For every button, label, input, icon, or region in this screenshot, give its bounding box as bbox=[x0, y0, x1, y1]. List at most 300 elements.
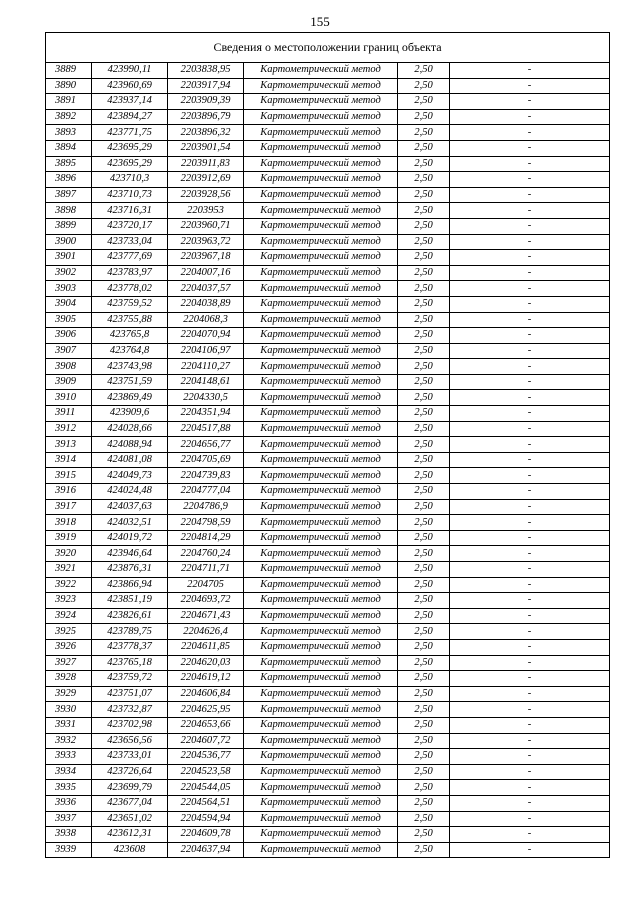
coord-x: 423710,3 bbox=[92, 172, 168, 188]
method: Картометрический метод bbox=[244, 359, 398, 375]
note: - bbox=[450, 468, 610, 484]
accuracy: 2,50 bbox=[398, 795, 450, 811]
point-number: 3929 bbox=[46, 686, 92, 702]
point-number: 3926 bbox=[46, 639, 92, 655]
point-number: 3928 bbox=[46, 671, 92, 687]
coord-y: 2203928,56 bbox=[168, 187, 244, 203]
method: Картометрический метод bbox=[244, 203, 398, 219]
method: Картометрический метод bbox=[244, 109, 398, 125]
coord-x: 423960,69 bbox=[92, 78, 168, 94]
method: Картометрический метод bbox=[244, 639, 398, 655]
note: - bbox=[450, 577, 610, 593]
coord-y: 2204609,78 bbox=[168, 827, 244, 843]
coord-y: 2204007,16 bbox=[168, 265, 244, 281]
table-row bbox=[46, 655, 610, 671]
method: Картометрический метод bbox=[244, 749, 398, 765]
note: - bbox=[450, 359, 610, 375]
coord-x: 424049,73 bbox=[92, 468, 168, 484]
point-number: 3925 bbox=[46, 624, 92, 640]
note: - bbox=[450, 218, 610, 234]
accuracy: 2,50 bbox=[398, 671, 450, 687]
method: Картометрический метод bbox=[244, 281, 398, 297]
coord-x: 423726,64 bbox=[92, 764, 168, 780]
note: - bbox=[450, 749, 610, 765]
coord-y: 2204037,57 bbox=[168, 281, 244, 297]
method: Картометрический метод bbox=[244, 140, 398, 156]
note: - bbox=[450, 374, 610, 390]
table-row bbox=[46, 343, 610, 359]
note: - bbox=[450, 780, 610, 796]
coord-x: 423608 bbox=[92, 842, 168, 858]
point-number: 3895 bbox=[46, 156, 92, 172]
accuracy: 2,50 bbox=[398, 109, 450, 125]
method: Картометрический метод bbox=[244, 328, 398, 344]
method: Картометрический метод bbox=[244, 608, 398, 624]
point-number: 3938 bbox=[46, 827, 92, 843]
coord-x: 423946,64 bbox=[92, 546, 168, 562]
table-row bbox=[46, 63, 610, 79]
accuracy: 2,50 bbox=[398, 639, 450, 655]
method: Картометрический метод bbox=[244, 499, 398, 515]
coord-y: 2204106,97 bbox=[168, 343, 244, 359]
coord-y: 2204620,03 bbox=[168, 655, 244, 671]
method: Картометрический метод bbox=[244, 172, 398, 188]
note: - bbox=[450, 608, 610, 624]
table-row bbox=[46, 499, 610, 515]
note: - bbox=[450, 452, 610, 468]
accuracy: 2,50 bbox=[398, 218, 450, 234]
accuracy: 2,50 bbox=[398, 593, 450, 609]
point-number: 3921 bbox=[46, 562, 92, 578]
table-row bbox=[46, 639, 610, 655]
point-number: 3902 bbox=[46, 265, 92, 281]
accuracy: 2,50 bbox=[398, 156, 450, 172]
coord-y: 2204711,71 bbox=[168, 562, 244, 578]
note: - bbox=[450, 78, 610, 94]
method: Картометрический метод bbox=[244, 686, 398, 702]
point-number: 3931 bbox=[46, 717, 92, 733]
table-row bbox=[46, 374, 610, 390]
table-row bbox=[46, 109, 610, 125]
note: - bbox=[450, 811, 610, 827]
coord-y: 2204798,59 bbox=[168, 515, 244, 531]
accuracy: 2,50 bbox=[398, 78, 450, 94]
accuracy: 2,50 bbox=[398, 499, 450, 515]
point-number: 3920 bbox=[46, 546, 92, 562]
method: Картометрический метод bbox=[244, 717, 398, 733]
note: - bbox=[450, 296, 610, 312]
note: - bbox=[450, 515, 610, 531]
table-row bbox=[46, 795, 610, 811]
note: - bbox=[450, 94, 610, 110]
table-row bbox=[46, 421, 610, 437]
note: - bbox=[450, 827, 610, 843]
coord-x: 423759,52 bbox=[92, 296, 168, 312]
point-number: 3936 bbox=[46, 795, 92, 811]
note: - bbox=[450, 421, 610, 437]
point-number: 3924 bbox=[46, 608, 92, 624]
table-row bbox=[46, 842, 610, 858]
coord-y: 2203967,18 bbox=[168, 250, 244, 266]
method: Картометрический метод bbox=[244, 250, 398, 266]
coord-x: 423732,87 bbox=[92, 702, 168, 718]
point-number: 3903 bbox=[46, 281, 92, 297]
point-number: 3891 bbox=[46, 94, 92, 110]
coord-x: 423677,04 bbox=[92, 795, 168, 811]
coord-y: 2204626,4 bbox=[168, 624, 244, 640]
coord-y: 2204814,29 bbox=[168, 530, 244, 546]
accuracy: 2,50 bbox=[398, 374, 450, 390]
coord-x: 424032,51 bbox=[92, 515, 168, 531]
coord-y: 2204068,3 bbox=[168, 312, 244, 328]
note: - bbox=[450, 343, 610, 359]
note: - bbox=[450, 733, 610, 749]
note: - bbox=[450, 63, 610, 79]
table-row bbox=[46, 608, 610, 624]
accuracy: 2,50 bbox=[398, 811, 450, 827]
table-row bbox=[46, 437, 610, 453]
coord-y: 2204693,72 bbox=[168, 593, 244, 609]
method: Картометрический метод bbox=[244, 671, 398, 687]
page-number: 155 bbox=[310, 14, 330, 29]
accuracy: 2,50 bbox=[398, 203, 450, 219]
point-number: 3906 bbox=[46, 328, 92, 344]
coord-y: 2204777,04 bbox=[168, 484, 244, 500]
note: - bbox=[450, 406, 610, 422]
coord-y: 2204517,88 bbox=[168, 421, 244, 437]
table-row bbox=[46, 250, 610, 266]
method: Картометрический метод bbox=[244, 780, 398, 796]
accuracy: 2,50 bbox=[398, 842, 450, 858]
table-row bbox=[46, 390, 610, 406]
table-row bbox=[46, 717, 610, 733]
table-row bbox=[46, 827, 610, 843]
coord-y: 2203960,71 bbox=[168, 218, 244, 234]
table-row bbox=[46, 764, 610, 780]
note: - bbox=[450, 639, 610, 655]
coord-x: 423702,98 bbox=[92, 717, 168, 733]
note: - bbox=[450, 140, 610, 156]
coord-x: 423778,37 bbox=[92, 639, 168, 655]
point-number: 3933 bbox=[46, 749, 92, 765]
note: - bbox=[450, 764, 610, 780]
point-number: 3900 bbox=[46, 234, 92, 250]
point-number: 3913 bbox=[46, 437, 92, 453]
coord-x: 423869,49 bbox=[92, 390, 168, 406]
coord-x: 424024,48 bbox=[92, 484, 168, 500]
point-number: 3890 bbox=[46, 78, 92, 94]
table-row bbox=[46, 328, 610, 344]
method: Картометрический метод bbox=[244, 827, 398, 843]
accuracy: 2,50 bbox=[398, 452, 450, 468]
point-number: 3901 bbox=[46, 250, 92, 266]
coord-y: 2203911,83 bbox=[168, 156, 244, 172]
method: Картометрический метод bbox=[244, 795, 398, 811]
table-row bbox=[46, 296, 610, 312]
accuracy: 2,50 bbox=[398, 530, 450, 546]
coord-x: 423894,27 bbox=[92, 109, 168, 125]
point-number: 3896 bbox=[46, 172, 92, 188]
point-number: 3919 bbox=[46, 530, 92, 546]
accuracy: 2,50 bbox=[398, 733, 450, 749]
coord-x: 423937,14 bbox=[92, 94, 168, 110]
coord-x: 423759,72 bbox=[92, 671, 168, 687]
note: - bbox=[450, 686, 610, 702]
coord-x: 423909,6 bbox=[92, 406, 168, 422]
coord-y: 2204625,95 bbox=[168, 702, 244, 718]
method: Картометрический метод bbox=[244, 406, 398, 422]
table-row bbox=[46, 624, 610, 640]
point-number: 3894 bbox=[46, 140, 92, 156]
table-row bbox=[46, 593, 610, 609]
coord-y: 2204523,58 bbox=[168, 764, 244, 780]
method: Картометрический метод bbox=[244, 63, 398, 79]
coord-y: 2204564,51 bbox=[168, 795, 244, 811]
accuracy: 2,50 bbox=[398, 265, 450, 281]
note: - bbox=[450, 717, 610, 733]
coord-y: 2204606,84 bbox=[168, 686, 244, 702]
table-row bbox=[46, 546, 610, 562]
accuracy: 2,50 bbox=[398, 421, 450, 437]
table-row bbox=[46, 780, 610, 796]
point-number: 3908 bbox=[46, 359, 92, 375]
table-row bbox=[46, 203, 610, 219]
note: - bbox=[450, 203, 610, 219]
method: Картометрический метод bbox=[244, 733, 398, 749]
table-row bbox=[46, 452, 610, 468]
table-row bbox=[46, 733, 610, 749]
accuracy: 2,50 bbox=[398, 468, 450, 484]
coord-y: 2204739,83 bbox=[168, 468, 244, 484]
table-row bbox=[46, 172, 610, 188]
method: Картометрический метод bbox=[244, 343, 398, 359]
point-number: 3912 bbox=[46, 421, 92, 437]
accuracy: 2,50 bbox=[398, 140, 450, 156]
coord-x: 423866,94 bbox=[92, 577, 168, 593]
coord-y: 2204330,5 bbox=[168, 390, 244, 406]
point-number: 3922 bbox=[46, 577, 92, 593]
coord-y: 2204070,94 bbox=[168, 328, 244, 344]
coord-y: 2204705,69 bbox=[168, 452, 244, 468]
coord-y: 2203901,54 bbox=[168, 140, 244, 156]
point-number: 3904 bbox=[46, 296, 92, 312]
point-number: 3935 bbox=[46, 780, 92, 796]
table-row bbox=[46, 359, 610, 375]
accuracy: 2,50 bbox=[398, 172, 450, 188]
table-row bbox=[46, 484, 610, 500]
point-number: 3899 bbox=[46, 218, 92, 234]
point-number: 3930 bbox=[46, 702, 92, 718]
point-number: 3932 bbox=[46, 733, 92, 749]
note: - bbox=[450, 265, 610, 281]
point-number: 3907 bbox=[46, 343, 92, 359]
point-number: 3893 bbox=[46, 125, 92, 141]
accuracy: 2,50 bbox=[398, 406, 450, 422]
coord-y: 2203838,95 bbox=[168, 63, 244, 79]
accuracy: 2,50 bbox=[398, 296, 450, 312]
coord-x: 423751,59 bbox=[92, 374, 168, 390]
accuracy: 2,50 bbox=[398, 390, 450, 406]
method: Картометрический метод bbox=[244, 296, 398, 312]
coord-x: 423876,31 bbox=[92, 562, 168, 578]
coord-x: 423751,07 bbox=[92, 686, 168, 702]
method: Картометрический метод bbox=[244, 78, 398, 94]
method: Картометрический метод bbox=[244, 842, 398, 858]
note: - bbox=[450, 530, 610, 546]
method: Картометрический метод bbox=[244, 530, 398, 546]
accuracy: 2,50 bbox=[398, 780, 450, 796]
table-row bbox=[46, 265, 610, 281]
accuracy: 2,50 bbox=[398, 827, 450, 843]
table-title-row bbox=[46, 33, 610, 63]
note: - bbox=[450, 562, 610, 578]
method: Картометрический метод bbox=[244, 374, 398, 390]
method: Картометрический метод bbox=[244, 156, 398, 172]
method: Картометрический метод bbox=[244, 390, 398, 406]
method: Картометрический метод bbox=[244, 125, 398, 141]
table-row bbox=[46, 312, 610, 328]
coord-y: 2203912,69 bbox=[168, 172, 244, 188]
note: - bbox=[450, 109, 610, 125]
coord-y: 2203896,79 bbox=[168, 109, 244, 125]
table-row bbox=[46, 749, 610, 765]
method: Картометрический метод bbox=[244, 468, 398, 484]
table-row bbox=[46, 686, 610, 702]
coord-x: 423755,88 bbox=[92, 312, 168, 328]
note: - bbox=[450, 328, 610, 344]
point-number: 3897 bbox=[46, 187, 92, 203]
coord-y: 2204656,77 bbox=[168, 437, 244, 453]
method: Картометрический метод bbox=[244, 452, 398, 468]
coord-y: 2204671,43 bbox=[168, 608, 244, 624]
coord-y: 2204705 bbox=[168, 577, 244, 593]
coord-x: 423778,02 bbox=[92, 281, 168, 297]
coord-x: 423743,98 bbox=[92, 359, 168, 375]
table-row bbox=[46, 281, 610, 297]
note: - bbox=[450, 437, 610, 453]
table-row bbox=[46, 406, 610, 422]
method: Картометрический метод bbox=[244, 312, 398, 328]
note: - bbox=[450, 655, 610, 671]
coord-x: 423765,8 bbox=[92, 328, 168, 344]
accuracy: 2,50 bbox=[398, 624, 450, 640]
accuracy: 2,50 bbox=[398, 702, 450, 718]
accuracy: 2,50 bbox=[398, 562, 450, 578]
method: Картометрический метод bbox=[244, 562, 398, 578]
point-number: 3934 bbox=[46, 764, 92, 780]
table-row bbox=[46, 515, 610, 531]
note: - bbox=[450, 390, 610, 406]
coord-x: 423651,02 bbox=[92, 811, 168, 827]
coord-x: 424088,94 bbox=[92, 437, 168, 453]
point-number: 3889 bbox=[46, 63, 92, 79]
point-number: 3923 bbox=[46, 593, 92, 609]
point-number: 3916 bbox=[46, 484, 92, 500]
point-number: 3918 bbox=[46, 515, 92, 531]
accuracy: 2,50 bbox=[398, 749, 450, 765]
method: Картометрический метод bbox=[244, 811, 398, 827]
coord-x: 423710,73 bbox=[92, 187, 168, 203]
method: Картометрический метод bbox=[244, 218, 398, 234]
coord-x: 424081,08 bbox=[92, 452, 168, 468]
table-row bbox=[46, 78, 610, 94]
note: - bbox=[450, 172, 610, 188]
method: Картометрический метод bbox=[244, 577, 398, 593]
accuracy: 2,50 bbox=[398, 328, 450, 344]
coord-x: 423656,56 bbox=[92, 733, 168, 749]
coord-x: 423783,97 bbox=[92, 265, 168, 281]
method: Картометрический метод bbox=[244, 265, 398, 281]
accuracy: 2,50 bbox=[398, 608, 450, 624]
note: - bbox=[450, 671, 610, 687]
method: Картометрический метод bbox=[244, 702, 398, 718]
coord-y: 2203896,32 bbox=[168, 125, 244, 141]
coord-x: 423695,29 bbox=[92, 140, 168, 156]
accuracy: 2,50 bbox=[398, 187, 450, 203]
table-title: Сведения о местоположении границ объекта bbox=[46, 33, 610, 63]
accuracy: 2,50 bbox=[398, 125, 450, 141]
method: Картометрический метод bbox=[244, 437, 398, 453]
note: - bbox=[450, 250, 610, 266]
point-number: 3911 bbox=[46, 406, 92, 422]
point-number: 3914 bbox=[46, 452, 92, 468]
point-number: 3905 bbox=[46, 312, 92, 328]
method: Картометрический метод bbox=[244, 484, 398, 500]
coord-x: 423695,29 bbox=[92, 156, 168, 172]
coord-x: 423777,69 bbox=[92, 250, 168, 266]
coord-y: 2204786,9 bbox=[168, 499, 244, 515]
table-row bbox=[46, 577, 610, 593]
table-row bbox=[46, 156, 610, 172]
coord-x: 423765,18 bbox=[92, 655, 168, 671]
point-number: 3915 bbox=[46, 468, 92, 484]
coord-x: 423990,11 bbox=[92, 63, 168, 79]
coord-y: 2203963,72 bbox=[168, 234, 244, 250]
coord-y: 2204110,27 bbox=[168, 359, 244, 375]
accuracy: 2,50 bbox=[398, 312, 450, 328]
table-row bbox=[46, 187, 610, 203]
point-number: 3909 bbox=[46, 374, 92, 390]
table-row bbox=[46, 234, 610, 250]
coord-x: 423699,79 bbox=[92, 780, 168, 796]
coord-y: 2204038,89 bbox=[168, 296, 244, 312]
point-number: 3937 bbox=[46, 811, 92, 827]
method: Картометрический метод bbox=[244, 515, 398, 531]
accuracy: 2,50 bbox=[398, 94, 450, 110]
table-row bbox=[46, 218, 610, 234]
method: Картометрический метод bbox=[244, 546, 398, 562]
coord-x: 424037,63 bbox=[92, 499, 168, 515]
coord-y: 2204760,24 bbox=[168, 546, 244, 562]
accuracy: 2,50 bbox=[398, 546, 450, 562]
table-row bbox=[46, 530, 610, 546]
accuracy: 2,50 bbox=[398, 281, 450, 297]
note: - bbox=[450, 842, 610, 858]
accuracy: 2,50 bbox=[398, 764, 450, 780]
accuracy: 2,50 bbox=[398, 686, 450, 702]
method: Картометрический метод bbox=[244, 187, 398, 203]
coord-x: 423826,61 bbox=[92, 608, 168, 624]
point-number: 3898 bbox=[46, 203, 92, 219]
accuracy: 2,50 bbox=[398, 63, 450, 79]
table-row bbox=[46, 811, 610, 827]
coord-x: 424019,72 bbox=[92, 530, 168, 546]
coord-x: 423851,19 bbox=[92, 593, 168, 609]
coord-x: 423764,8 bbox=[92, 343, 168, 359]
coord-y: 2204607,72 bbox=[168, 733, 244, 749]
coord-y: 2204611,85 bbox=[168, 639, 244, 655]
accuracy: 2,50 bbox=[398, 577, 450, 593]
